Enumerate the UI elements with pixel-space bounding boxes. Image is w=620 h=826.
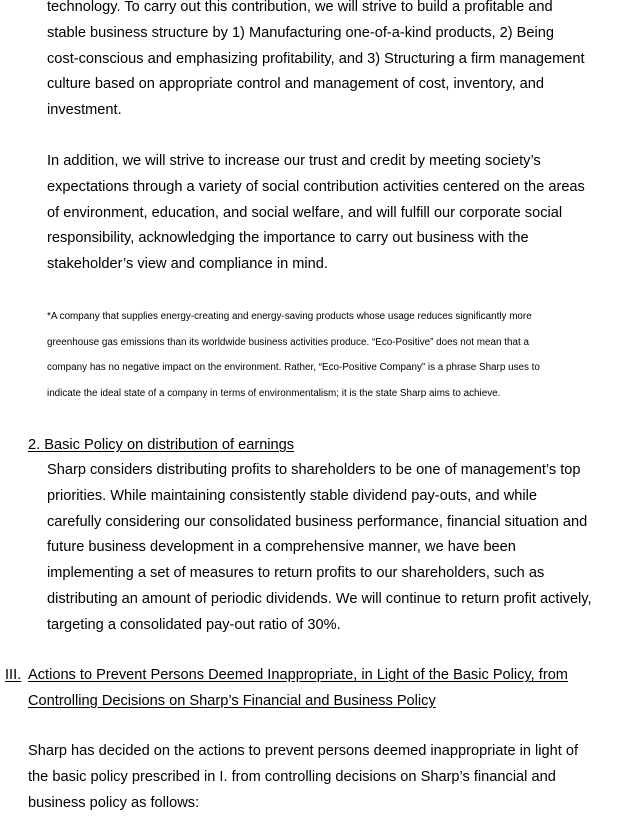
paragraph-social-responsibility	[47, 149, 607, 278]
section-title-line: Actions to Prevent Persons Deemed Inappropriate, in Light of the Basic Policy, from	[28, 667, 568, 683]
footnote-line: *A company that supplies energy-creating and energy-saving products whose usage reduces significantly more	[47, 311, 532, 322]
section-title: Basic Policy on distribution of earnings	[44, 437, 295, 453]
section-2-body	[47, 458, 607, 639]
text-line: stakeholder’s view and compliance in mind.	[47, 256, 328, 273]
text-line: investment.	[47, 102, 122, 119]
footnote-line: greenhouse gas emissions than its worldwide business activities produce. “Eco-Positive” does not mean that a	[47, 336, 529, 348]
text-line: culture based on appropriate control and management of cost, inventory, and	[47, 76, 545, 93]
text-line: stable business structure by 1) Manufacturing one-of-a-kind products, 2) Being	[47, 24, 554, 41]
text-line: of environment, education, and social welfare, and will fulfill our corporate social	[47, 204, 563, 221]
text-line: the basic policy prescribed in I. from controlling decisions on Sharp’s financial and	[28, 768, 556, 785]
section-title-line: Controlling Decisions on Sharp’s Financial and Business Policy	[28, 692, 436, 709]
text-line: cost-conscious and emphasizing profitability, and 3) Structuring a firm management	[47, 50, 585, 67]
footnote-eco-positive	[47, 304, 607, 406]
footnote-line: indicate the ideal state of a company in terms of environmentalism; it is the state Sharp aims to achieve.	[47, 387, 501, 399]
text-line: future business development in a comprehensive manner, we have been	[47, 539, 516, 556]
paragraph-business-structure	[47, 0, 607, 124]
section-number: 2.	[28, 437, 41, 453]
text-line: responsibility, acknowledging the importance to carry out business with the	[47, 230, 529, 247]
text-line: Sharp has decided on the actions to prevent persons deemed inappropriate in light of	[28, 743, 579, 759]
text-line: priorities. While maintaining consistently stable dividend pay-outs, and while	[47, 487, 537, 504]
text-line: implementing a set of measures to return profits to our shareholders, such as	[47, 565, 545, 582]
text-line: technology. To carry out this contribution, we will strive to build a profitable and	[47, 0, 553, 15]
text-line: expectations through a variety of social contribution activities centered on the areas	[47, 178, 585, 195]
section-title	[28, 663, 568, 715]
section-3-body	[28, 739, 608, 816]
footnote-line: company has no negative impact on the environment. Rather, “Eco-Positive Company” is a phrase Sharp uses to	[47, 362, 540, 374]
text-line: carefully considering our consolidated business performance, financial situation and	[47, 513, 588, 530]
text-line: targeting a consolidated pay-out ratio of 30%.	[47, 616, 341, 633]
text-line: distributing an amount of periodic dividends. We will continue to return profit actively,	[47, 590, 592, 607]
text-line: Sharp considers distributing profits to shareholders to be one of management’s top	[47, 462, 581, 478]
section-2-heading	[28, 433, 294, 459]
text-line: In addition, we will strive to increase our trust and credit by meeting society’s	[47, 153, 541, 169]
text-line: business policy as follows:	[28, 794, 200, 811]
section-number: III.	[5, 667, 22, 683]
